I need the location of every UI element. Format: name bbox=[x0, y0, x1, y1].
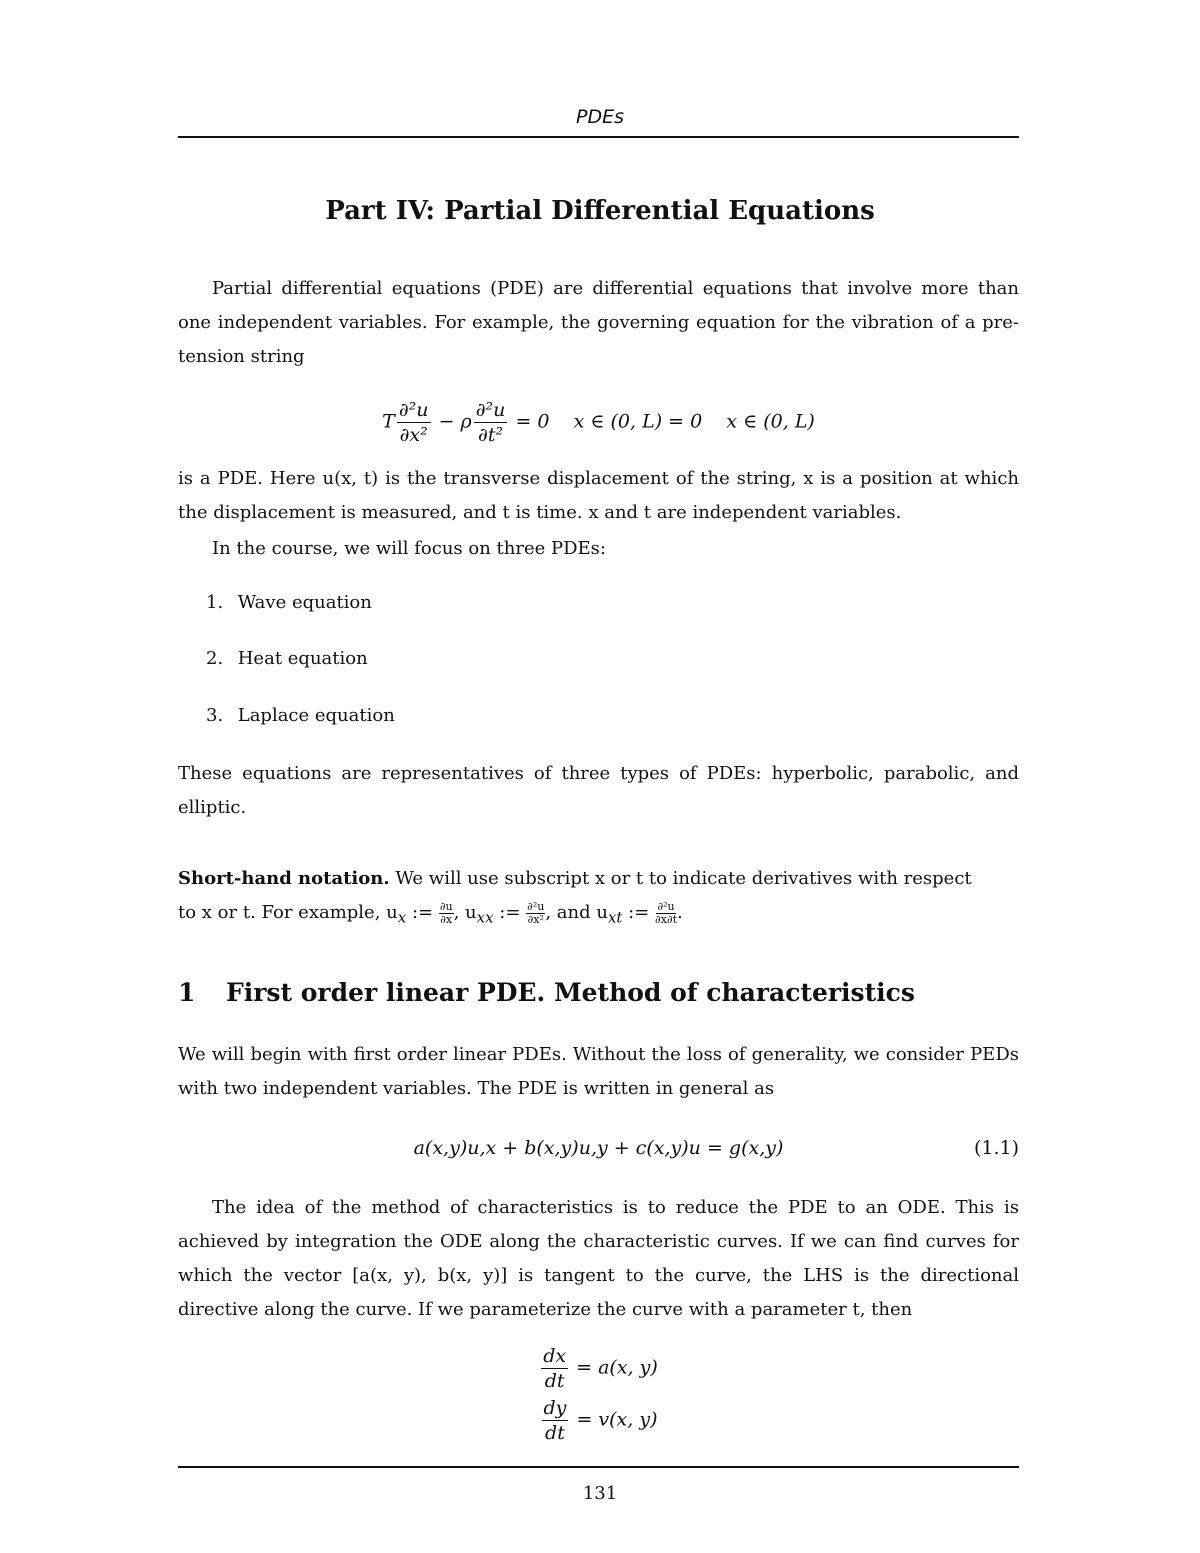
characteristic-ode-x bbox=[178, 1344, 1019, 1393]
dydt-fraction bbox=[542, 1396, 569, 1445]
subscript-x: x bbox=[397, 908, 407, 927]
eq-tail: = 0 x ∈ (0, L) = 0 x ∈ (0, L) bbox=[515, 410, 815, 433]
eq-coefficient-t: T bbox=[382, 410, 395, 433]
characteristic-ode-y bbox=[178, 1396, 1019, 1445]
list-item-label: Laplace equation bbox=[237, 705, 395, 726]
section-intro-paragraph: We will begin with first order linear PDEs. Without the loss of generality, we consider PEDs with two independent variables. The PDE is written in general as bbox=[178, 1044, 1019, 1099]
frac-ux bbox=[439, 901, 454, 926]
shorthand-paragraph bbox=[178, 862, 1019, 935]
eq-fraction-x-num: ∂²u bbox=[398, 399, 429, 421]
section-number: 1 bbox=[178, 978, 196, 1007]
eq-minus-rho: − ρ bbox=[438, 410, 472, 433]
string-equation bbox=[178, 398, 1019, 447]
section-heading bbox=[178, 978, 915, 1007]
characteristics-paragraph: The idea of the method of characteristics is to reduce the PDE to an ODE. This is achieved by integration the ODE along the characteristic curves. If we can find curves for which the vector [a(x, y), b(x, y)] is tangent to the curve, the LHS is the directional directive along the curve. If we parameterize the curve with a parameter t, then bbox=[178, 1197, 1019, 1320]
frac-uxt bbox=[655, 901, 677, 926]
list-item-number: 2. bbox=[206, 648, 224, 669]
dxdt-den: dt bbox=[544, 1370, 565, 1392]
assign-2: := bbox=[493, 902, 527, 923]
frac-ux-den: ∂x bbox=[440, 912, 453, 926]
comma-1: , u bbox=[453, 902, 477, 923]
frac-uxt-den: ∂x∂t bbox=[655, 912, 678, 926]
section-title: First order linear PDE. Method of characteristics bbox=[226, 978, 915, 1007]
frac-uxt-num: ∂²u bbox=[657, 899, 675, 913]
and-text: , and u bbox=[545, 902, 608, 923]
list-item-label: Heat equation bbox=[237, 648, 368, 669]
part-title: Part IV: Partial Differential Equations bbox=[325, 196, 875, 226]
footer-rule bbox=[178, 1466, 1019, 1468]
dydt-num: dy bbox=[543, 1397, 567, 1419]
frac-uxx-den: ∂x² bbox=[527, 912, 544, 926]
dxdt-fraction bbox=[541, 1344, 568, 1393]
dxdt-num: dx bbox=[543, 1345, 567, 1367]
frac-uxx bbox=[526, 901, 545, 926]
course-focus-paragraph: In the course, we will focus on three PDEs: bbox=[212, 538, 606, 559]
list-item bbox=[206, 592, 372, 613]
pde-types-paragraph: These equations are representatives of three types of PDEs: hyperbolic, parabolic, and elliptic. bbox=[178, 763, 1019, 818]
list-item bbox=[206, 705, 395, 726]
subscript-xt: xt bbox=[607, 908, 623, 927]
shorthand-line-1 bbox=[178, 862, 1019, 896]
page-number: 131 bbox=[582, 1483, 618, 1504]
list-item-label: Wave equation bbox=[237, 592, 372, 613]
list-item bbox=[206, 648, 368, 669]
running-head: PDEs bbox=[576, 106, 624, 128]
general-pde-equation bbox=[178, 1137, 1019, 1159]
intro-paragraph: Partial differential equations (PDE) are differential equations that involve more than one independent variables. For example, the governing equation for the vibration of a pre-tension string bbox=[178, 278, 1019, 367]
eq-fraction-t-num: ∂²u bbox=[475, 399, 506, 421]
eq-fraction-x bbox=[397, 398, 431, 447]
shorthand-line-2 bbox=[178, 896, 1019, 935]
header-rule bbox=[178, 136, 1019, 138]
shorthand-heading: Short-hand notation. bbox=[178, 868, 390, 889]
equation-number: (1.1) bbox=[973, 1137, 1019, 1159]
frac-uxx-num: ∂²u bbox=[527, 899, 545, 913]
assign-3: := bbox=[622, 902, 656, 923]
definition-paragraph: is a PDE. Here u(x, t) is the transverse displacement of the string, x is a position at which the displacement is measured, and t is time. x and t are independent variables. bbox=[178, 468, 1019, 523]
frac-ux-num: ∂u bbox=[439, 899, 453, 913]
shorthand-line2-start: to x or t. For example, u bbox=[178, 902, 398, 923]
dydt-den: dt bbox=[545, 1422, 565, 1444]
period: . bbox=[677, 902, 683, 923]
dydt-rhs: = v(x, y) bbox=[576, 1408, 658, 1431]
assign-1: := bbox=[406, 902, 439, 923]
dxdt-rhs: = a(x, y) bbox=[576, 1356, 658, 1379]
eq-fraction-t-den: ∂t² bbox=[478, 424, 504, 446]
eq-fraction-t bbox=[474, 398, 508, 447]
shorthand-line1-text: We will use subscript x or t to indicate derivatives with respect bbox=[395, 868, 972, 889]
list-item-number: 3. bbox=[206, 705, 224, 726]
general-pde-expression: a(x,y)u,x + b(x,y)u,y + c(x,y)u = g(x,y) bbox=[413, 1137, 784, 1159]
subscript-xx: xx bbox=[476, 908, 494, 927]
eq-fraction-x-den: ∂x² bbox=[399, 424, 428, 446]
list-item-number: 1. bbox=[206, 592, 224, 613]
